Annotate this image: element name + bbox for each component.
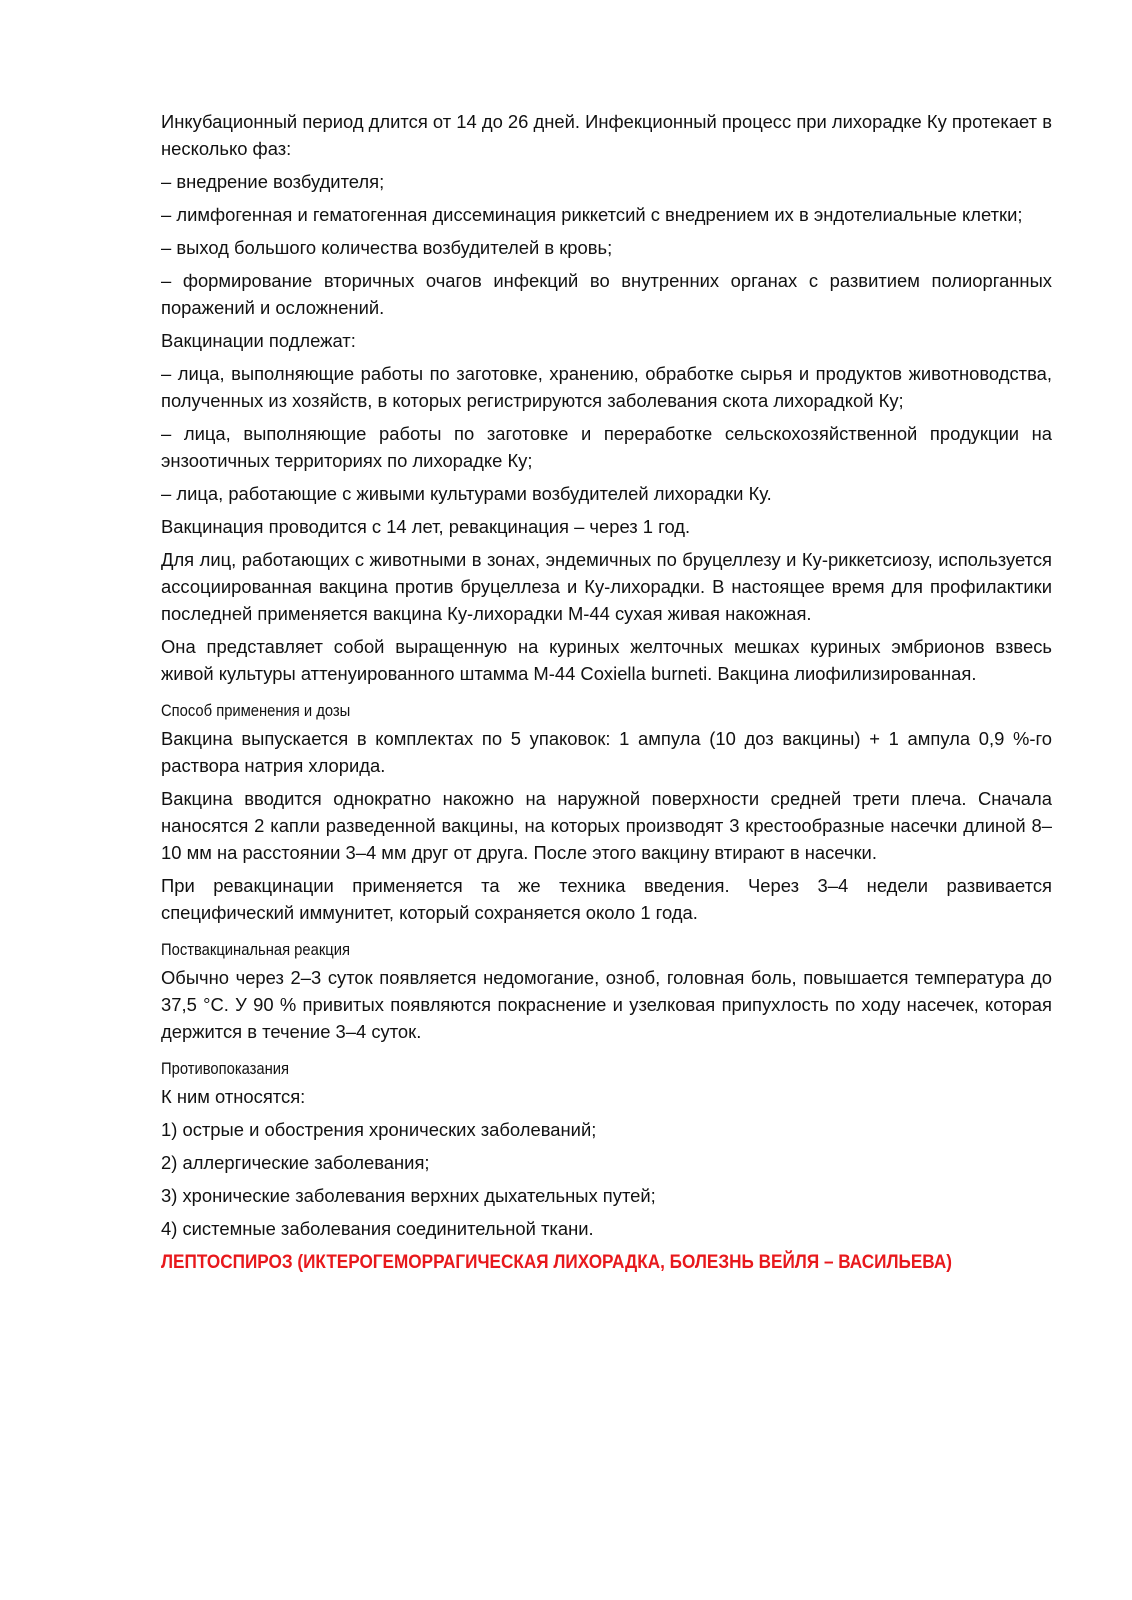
paragraph: Вакцина вводится однократно накожно на наружной поверхности средней трети плеча. Сначала наносятся 2 капли разведенной вакцины, на которых производят 3 крестообразные насечки длиной 8–10 мм на расстоянии 3–4 мм друг от друга. После этого вакцину втирают в насечки. [161,788,1052,863]
list-item: – внедрение возбудителя; [161,171,385,192]
paragraph: Инкубационный период длится от 14 до 26 дней. Инфекционный процесс при лихорадке Ку протекает в несколько фаз: [161,111,1052,159]
list-item: – лица, выполняющие работы по заготовке и переработке сельскохозяйственной продукции на энзоотичных территориях по лихорадке Ку; [161,423,1052,471]
paragraph: Вакцина выпускается в комплектах по 5 упаковок: 1 ампула (10 доз вакцины) + 1 ампула 0,9 %-го раствора натрия хлорида. [161,728,1052,776]
paragraph: При ревакцинации применяется та же техника введения. Через 3–4 недели развивается специфический иммунитет, который сохраняется около 1 года. [161,875,1052,923]
list-item: – лица, работающие с живыми культурами возбудителей лихорадки Ку. [161,483,772,504]
paragraph: Обычно через 2–3 суток появляется недомогание, озноб, головная боль, повышается температура до 37,5 °С. У 90 % привитых появляются покраснение и узелковая припухлость по ходу насечек, которая держится в течение 3–4 суток. [161,967,1052,1042]
list-item: – выход большого количества возбудителей в кровь; [161,237,613,258]
paragraph: Для лиц, работающих с животными в зонах, эндемичных по бруцеллезу и Ку-риккетсиозу, используется ассоциированная вакцина против бруцеллеза и Ку-лихорадки. В настоящее время для профилактики последней применяется вакцина Ку-лихорадки М-44 сухая живая накожная. [161,549,1052,624]
list-item: – лимфогенная и гематогенная диссеминация риккетсий с внедрением их в эндотелиальные клетки; [161,204,1023,225]
paragraph: Вакцинация проводится с 14 лет, ревакцинация – через 1 год. [161,516,691,537]
list-item: – лица, выполняющие работы по заготовке, хранению, обработке сырья и продуктов животноводства, полученных из хозяйств, в которых регистрируются заболевания скота лихорадкой Ку; [161,363,1052,411]
section-heading-reaction: Поствакцинальная реакция [161,940,350,959]
section-heading-contraindications: Противопоказания [161,1059,290,1078]
list-item: 4) системные заболевания соединительной ткани. [161,1218,594,1239]
paragraph: К ним относятся: [161,1086,306,1107]
next-section-title: ЛЕПТОСПИРОЗ (ИКТЕРОГЕМОРРАГИЧЕСКАЯ ЛИХОРАДКА, БОЛЕЗНЬ ВЕЙЛЯ – ВАСИЛЬЕВА) [161,1251,952,1273]
list-item: 1) острые и обострения хронических заболеваний; [161,1119,597,1140]
section-heading-dosage: Способ применения и дозы [161,701,351,720]
document-page [161,108,1052,1276]
list-item: – формирование вторичных очагов инфекций во внутренних органах с развитием полиорганных поражений и осложнений. [161,270,1052,318]
paragraph: Она представляет собой выращенную на куриных желточных мешках куриных эмбрионов взвесь живой культуры аттенуированного штамма М-44 Coxiella burneti. Вакцина лиофилизированная. [161,636,1052,684]
paragraph: Вакцинации подлежат: [161,330,356,351]
list-item: 2) аллергические заболевания; [161,1152,430,1173]
list-item: 3) хронические заболевания верхних дыхательных путей; [161,1185,656,1206]
